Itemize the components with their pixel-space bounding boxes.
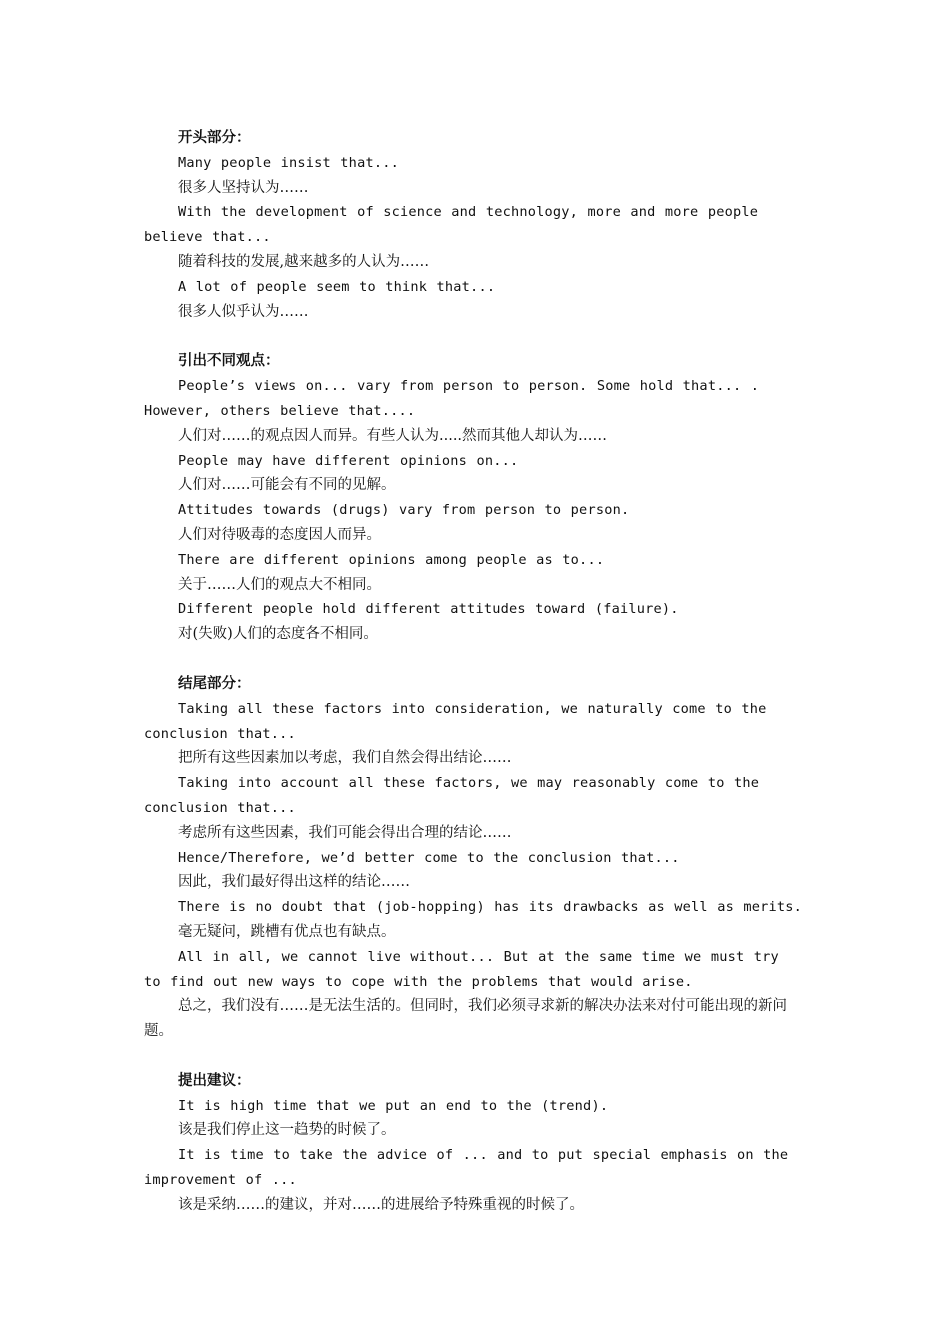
phrase-english: It is high time that we put an end to the (trend). (178, 1097, 609, 1114)
phrase-english: A lot of people seem to think that... (178, 278, 496, 295)
phrase-chinese: 因此，我们最好得出这样的结论…… (178, 874, 410, 891)
phrase-english: People may have different opinions on... (178, 452, 519, 469)
phrase-english: Many people insist that... (178, 154, 399, 171)
document-page (144, 126, 804, 1243)
phrase-english: There is no doubt that (job-hopping) has its drawbacks as well as merits. (178, 899, 803, 916)
phrase-chinese: 关于……人们的观点大不相同。 (178, 576, 381, 593)
phrase-chinese: 很多人似乎认为…… (178, 303, 309, 320)
phrase-chinese: 考虑所有这些因素，我们可能会得出合理的结论…… (178, 824, 512, 841)
section-suggestions (144, 1069, 804, 1218)
phrase-english: Taking all these factors into consideration, we naturally come to the conclusion that... (144, 700, 767, 742)
phrase-chinese: 对(失败)人们的态度各不相同。 (178, 626, 378, 643)
phrase-chinese: 人们对……的观点因人而异。有些人认为.....然而其他人却认为…… (178, 427, 608, 444)
section-heading: 结尾部分： (178, 675, 251, 692)
phrase-english: Taking into account all these factors, we may reasonably come to the conclusion that... (144, 775, 760, 816)
section-heading: 引出不同观点： (178, 353, 280, 370)
phrase-english: With the development of science and technology, more and more people believe that... (144, 204, 759, 246)
phrase-english: All in all, we cannot live without... But at the same time we must try to find out new ways to cope with the problems that would arise. (144, 948, 779, 990)
section-heading: 提出建议： (178, 1072, 251, 1089)
phrase-english: It is time to take the advice of ... and to put special emphasis on the improvement of ... (144, 1147, 789, 1189)
phrase-chinese: 该是我们停止这一趋势的时候了。 (178, 1122, 396, 1139)
phrase-english: Attitudes towards (drugs) vary from person to person. (178, 502, 630, 519)
phrase-english: There are different opinions among people as to... (178, 551, 605, 568)
phrase-chinese: 总之，我们没有……是无法生活的。但同时，我们必须寻求新的解决办法来对付可能出现的新问题。 (144, 998, 787, 1040)
section-opening (144, 126, 804, 324)
phrase-chinese: 人们对待吸毒的态度因人而异。 (178, 526, 381, 543)
section-conclusion (144, 672, 804, 1044)
section-heading: 开头部分： (178, 130, 251, 146)
phrase-english: Hence/Therefore, we’d better come to the conclusion that... (178, 849, 680, 866)
phrase-chinese: 该是采纳……的建议，并对……的进展给予特殊重视的时候了。 (178, 1196, 584, 1213)
phrase-chinese: 人们对……可能会有不同的见解。 (178, 477, 396, 494)
phrase-chinese: 把所有这些因素加以考虑，我们自然会得出结论…… (178, 750, 512, 767)
phrase-english: Different people hold different attitudes toward (failure). (178, 601, 679, 618)
phrase-chinese: 随着科技的发展,越来越多的人认为…… (178, 253, 430, 270)
phrase-chinese: 毫无疑问，跳槽有优点也有缺点。 (178, 923, 396, 940)
phrase-english: People’s views on... vary from person to person. Some hold that... . However, others believe that.... (144, 378, 760, 419)
phrase-chinese: 很多人坚持认为…… (178, 179, 309, 196)
section-different-views (144, 349, 804, 647)
